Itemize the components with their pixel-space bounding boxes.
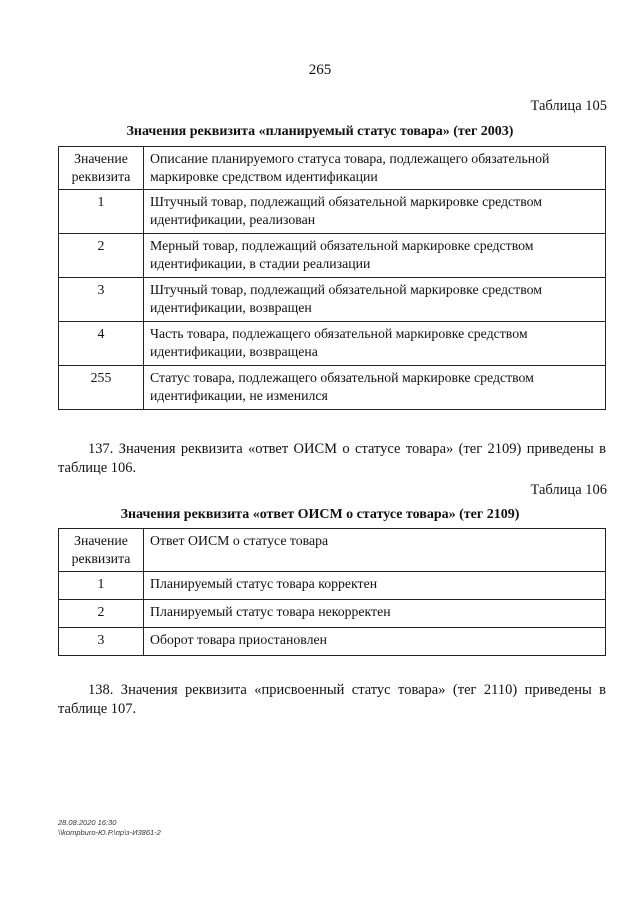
value-cell: 3 bbox=[59, 628, 144, 656]
value-cell: 4 bbox=[59, 322, 144, 366]
value-cell: 2 bbox=[59, 600, 144, 628]
table-105-label: Таблица 105 bbox=[530, 98, 607, 114]
description-cell: Статус товара, подлежащего обязательной маркировке средством идентификации, не изменился bbox=[144, 366, 606, 410]
paragraph-137: 137. Значения реквизита «ответ ОИСМ о статусе товара» (тег 2109) приведены в таблице 106. bbox=[58, 441, 606, 476]
table-105-caption: Значения реквизита «планируемый статус товара» (тег 2003) bbox=[126, 124, 514, 139]
paragraph-138: 138. Значения реквизита «присвоенный статус товара» (тег 2110) приведены в таблице 107. bbox=[58, 682, 606, 717]
value-cell: 3 bbox=[59, 278, 144, 322]
table-row bbox=[59, 234, 606, 278]
table-row bbox=[59, 190, 606, 234]
table-row bbox=[59, 278, 606, 322]
table-105 bbox=[58, 146, 606, 410]
description-cell: Штучный товар, подлежащий обязательной маркировке средством идентификации, возвращен bbox=[144, 278, 606, 322]
table-row bbox=[59, 366, 606, 410]
header-cell-value: Значение реквизита bbox=[59, 529, 144, 572]
table-row bbox=[59, 600, 606, 628]
table-row bbox=[59, 628, 606, 656]
value-cell: 1 bbox=[59, 572, 144, 600]
header-cell-description: Описание планируемого статуса товара, подлежащего обязательной маркировке средством идентификации bbox=[144, 147, 606, 190]
value-cell: 1 bbox=[59, 190, 144, 234]
table-row bbox=[59, 572, 606, 600]
footer-timestamp: 28.08.2020 16:30 bbox=[58, 818, 117, 827]
description-cell: Мерный товар, подлежащий обязательной маркировке средством идентификации, в стадии реализации bbox=[144, 234, 606, 278]
table-106 bbox=[58, 528, 606, 656]
value-cell: 2 bbox=[59, 234, 144, 278]
page-number: 265 bbox=[308, 62, 332, 78]
header-cell-description: Ответ ОИСМ о статусе товара bbox=[144, 529, 606, 572]
description-cell: Планируемый статус товара корректен bbox=[144, 572, 606, 600]
value-cell: 255 bbox=[59, 366, 144, 410]
header-cell-value: Значение реквизита bbox=[59, 147, 144, 190]
description-cell: Штучный товар, подлежащий обязательной маркировке средством идентификации, реализован bbox=[144, 190, 606, 234]
table-header-row bbox=[59, 147, 606, 190]
description-cell: Часть товара, подлежащего обязательной маркировке средством идентификации, возвращена bbox=[144, 322, 606, 366]
table-106-caption: Значения реквизита «ответ ОИСМ о статусе товара» (тег 2109) bbox=[120, 507, 520, 522]
table-row bbox=[59, 322, 606, 366]
table-header-row bbox=[59, 529, 606, 572]
footer-file-path: \\kompburo-Ю.Р.\пр\з-И3861-2 bbox=[58, 828, 161, 837]
description-cell: Планируемый статус товара некорректен bbox=[144, 600, 606, 628]
description-cell: Оборот товара приостановлен bbox=[144, 628, 606, 656]
table-106-label: Таблица 106 bbox=[530, 482, 607, 498]
